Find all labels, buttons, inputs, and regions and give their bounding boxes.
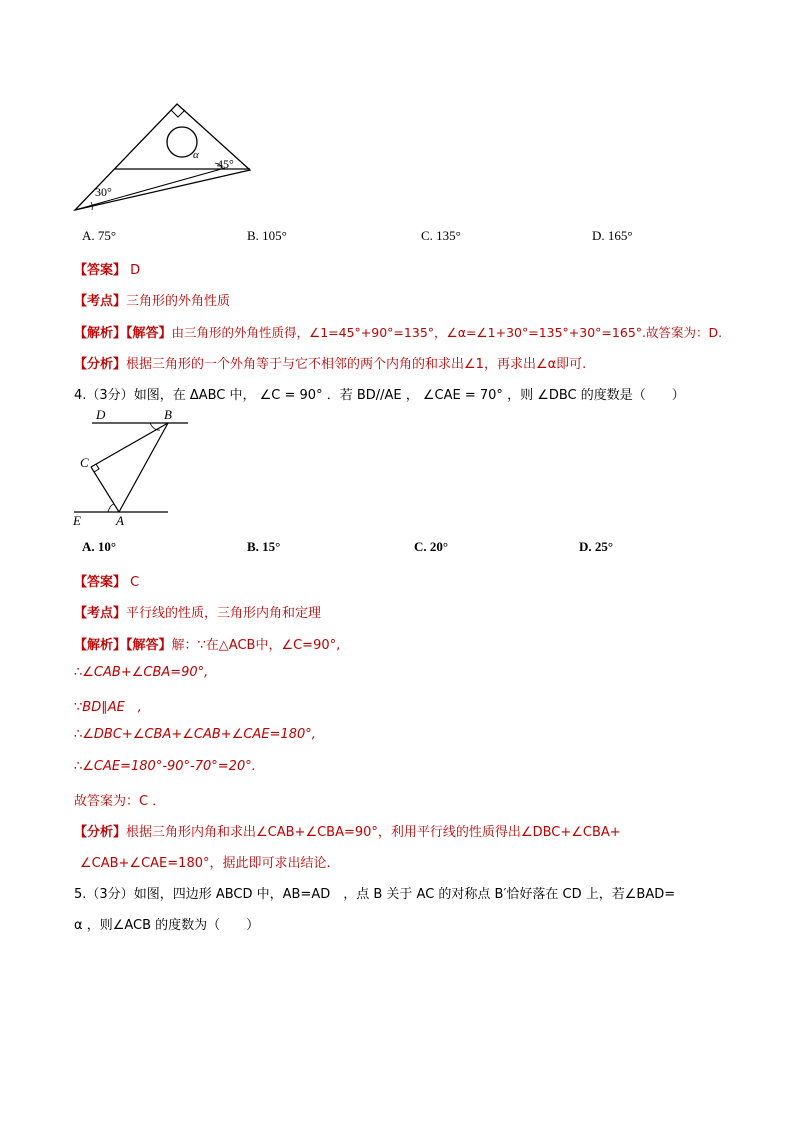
q4-stem (74, 384, 685, 403)
q4-jiexi-tag: 【解析】【解答】 (74, 638, 172, 653)
q4-step-2: ∵BD∥AE , (74, 700, 142, 715)
q4-option-a: A. 10° (82, 539, 117, 554)
q3-option-a: A. 75° (82, 228, 117, 243)
q4-jiexi-line (74, 634, 340, 653)
q4-stem-score: （3分） (86, 388, 134, 403)
q3-answer: D (130, 263, 141, 278)
q3-jiexi: 由三角形的外角性质得，∠1=45°+90°=135°，∠α=∠1+30°=135°+30°=165°.故答案为：D. (171, 325, 723, 340)
q4-step-3: ∴∠DBC+∠CBA+∠CAB+∠CAE=180°, (74, 727, 316, 742)
q3-label-45: 45° (217, 157, 234, 171)
q4-fenxi-tag: 【分析】 (74, 825, 127, 840)
q3-kaodian-tag: 【考点】 (74, 294, 127, 309)
q4-label-d: D (96, 407, 106, 422)
q4-parallel-lines-figure (70, 405, 200, 530)
q3-kaodian-line (74, 290, 230, 309)
q4-option-d: D. 25° (579, 539, 614, 554)
q3-kaodian: 三角形的外角性质 (126, 294, 231, 309)
q3-fenxi: 根据三角形的一个外角等于与它不相邻的两个内角的和求出∠1，再求出∠α即可. (126, 357, 587, 372)
q4-jiexi-lead: 解：∵在△ACB中，∠C=90°, (171, 638, 341, 653)
q3-fenxi-tag: 【分析】 (74, 357, 127, 372)
q4-stem-num: 4. (74, 388, 87, 403)
q4-label-a: A (116, 513, 124, 528)
q4-fenxi-1: 根据三角形内角和求出∠CAB+∠CBA=90°，利用平行线的性质得出∠DBC+∠CBA+ (126, 825, 621, 840)
q3-jiexi-tag: 【解析】【解答】 (74, 326, 172, 341)
q4-label-b: B (164, 407, 172, 422)
q3-label-30: 30° (95, 185, 112, 199)
q3-answer-line (74, 259, 140, 278)
q3-option-b: B. 105° (247, 228, 287, 243)
q4-kaodian-tag: 【考点】 (74, 606, 127, 621)
q4-label-c: C (80, 455, 89, 470)
q3-label-alpha: α (193, 149, 199, 161)
q3-jiexi-line (74, 322, 722, 341)
q4-answer-tag: 【答案】 (74, 575, 127, 590)
q4-answer-line (74, 571, 139, 590)
q3-answer-tag: 【答案】 (74, 263, 127, 278)
q4-stem-text: 如图，在 ΔABC 中， ∠C = 90° ．若 BD//AE ， ∠CAE = 70° ，则 ∠DBC 的度数是（ ） (133, 388, 685, 403)
q3-triangle-figure (65, 100, 325, 220)
q5-stem-line1 (74, 883, 675, 902)
q3-option-c: C. 135° (421, 228, 461, 243)
q4-option-b: B. 15° (247, 539, 281, 554)
q5-stem-line2: α ，则∠ACB 的度数为（ ） (74, 918, 260, 933)
q4-option-c: C. 20° (414, 539, 449, 554)
q4-fenxi-line (74, 821, 621, 840)
q3-option-d: D. 165° (592, 228, 633, 243)
q4-label-e: E (73, 513, 81, 528)
q5-stem-score: （3分） (86, 887, 134, 902)
q5-stem-text-1: 如图，四边形 ABCD 中，AB=AD ，点 B 关于 AC 的对称点 B′恰好落在 CD 上，若∠BAD= (133, 887, 676, 902)
q4-answer: C (130, 575, 140, 590)
q4-conclusion: 故答案为：C ． (74, 794, 166, 809)
q4-step-1: ∴∠CAB+∠CBA=90°, (74, 665, 209, 680)
q5-stem-num: 5. (74, 887, 87, 902)
q4-kaodian-line (74, 602, 321, 621)
q4-kaodian: 平行线的性质，三角形内角和定理 (126, 606, 322, 621)
q4-fenxi-2: ∠CAB+∠CAE=180°，据此即可求出结论. (80, 856, 331, 871)
q4-step-4: ∴∠CAE=180°-90°-70°=20°. (74, 759, 256, 774)
q3-fenxi-line (74, 353, 586, 372)
